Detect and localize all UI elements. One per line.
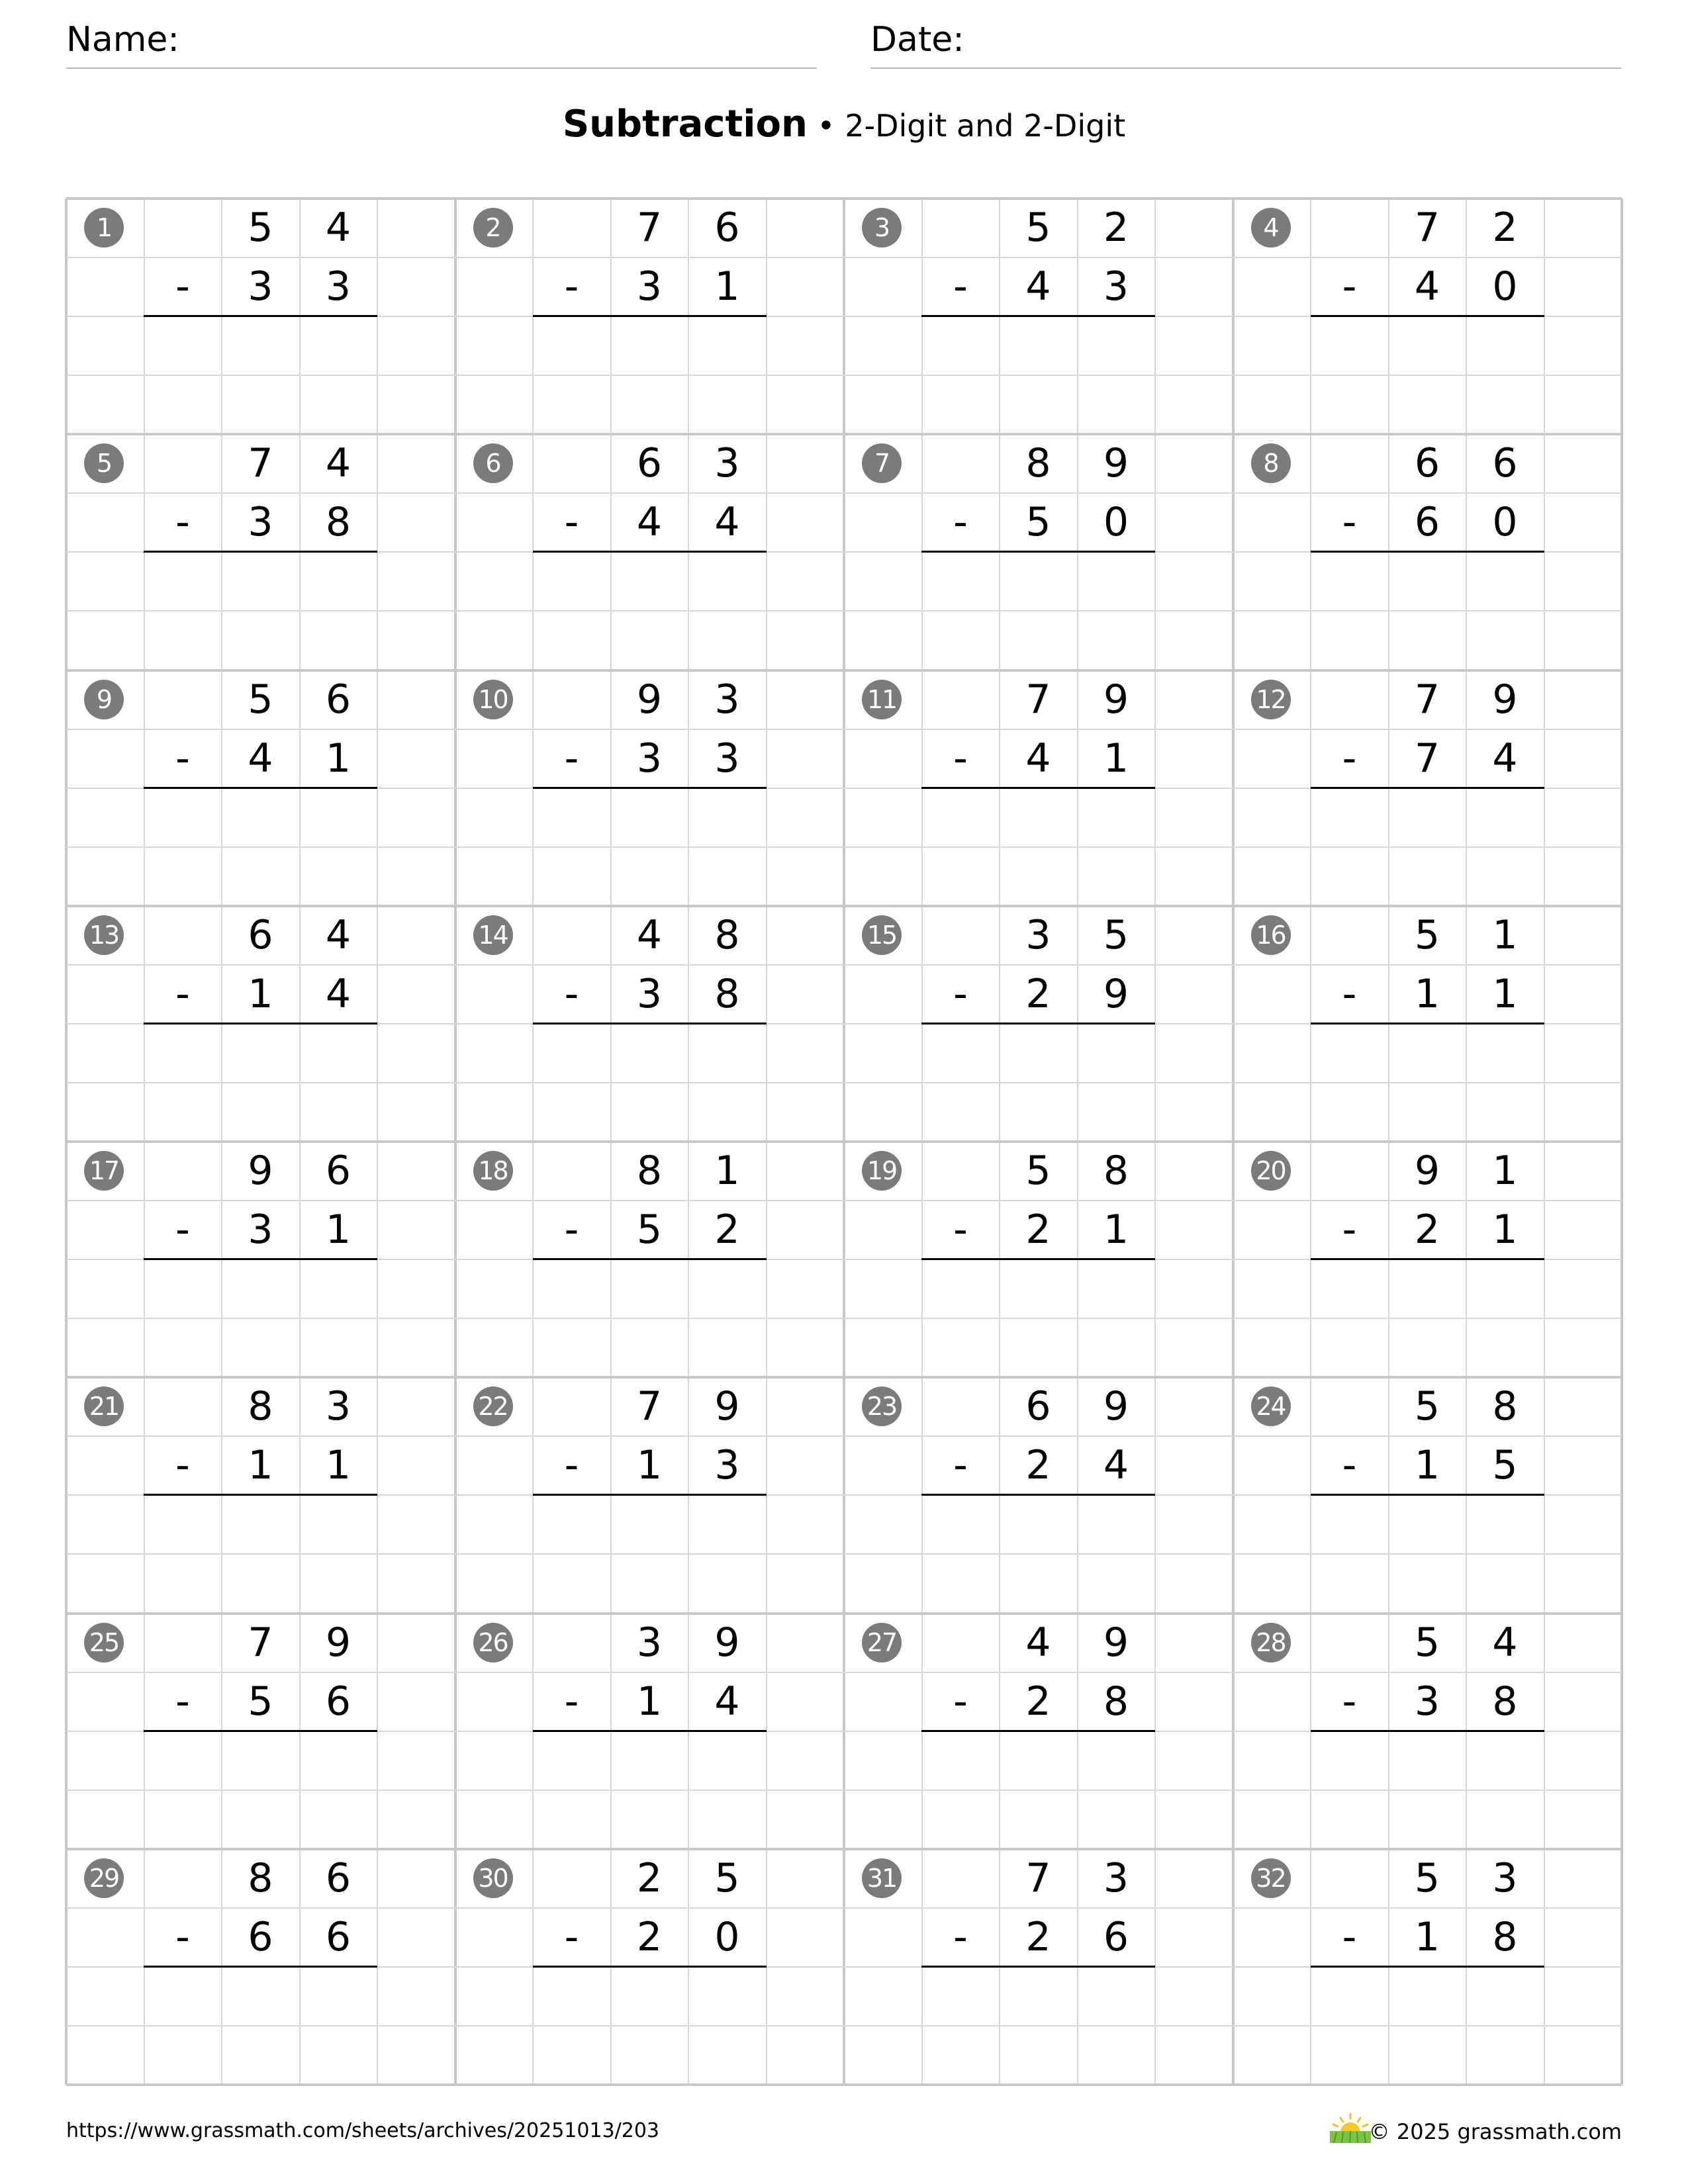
minuend-tens-digit: 8 bbox=[1025, 440, 1051, 487]
subtrahend-ones-digit: 1 bbox=[325, 1442, 352, 1489]
minuend-ones-digit: 6 bbox=[325, 1148, 352, 1194]
answer-line bbox=[1311, 1258, 1544, 1260]
subtrahend-tens-digit: 4 bbox=[1025, 263, 1051, 310]
subtrahend-ones-digit: 4 bbox=[714, 499, 740, 546]
subtrahend-tens-digit: 3 bbox=[636, 970, 663, 1017]
answer-line bbox=[921, 551, 1155, 553]
subtrahend-tens-digit: 4 bbox=[1414, 263, 1440, 310]
minus-sign: - bbox=[953, 1442, 968, 1489]
minuend-tens-digit: 7 bbox=[1414, 205, 1440, 251]
problem-number-badge: 20 bbox=[1251, 1151, 1291, 1191]
problem-block bbox=[844, 434, 1233, 670]
subtrahend-tens-digit: 5 bbox=[1025, 499, 1051, 546]
subtrahend-ones-digit: 6 bbox=[1103, 1913, 1129, 1960]
problem-number-badge: 13 bbox=[84, 915, 124, 955]
subtrahend-ones-digit: 9 bbox=[1103, 970, 1129, 1017]
subtrahend-tens-digit: 4 bbox=[1025, 735, 1051, 782]
subtrahend-tens-digit: 1 bbox=[1414, 1442, 1440, 1489]
minus-sign: - bbox=[564, 1206, 579, 1253]
problem-number-badge: 23 bbox=[862, 1387, 902, 1426]
subtrahend-ones-digit: 3 bbox=[325, 263, 352, 310]
problem-block bbox=[844, 906, 1233, 1142]
minus-sign: - bbox=[175, 1678, 190, 1725]
minus-sign: - bbox=[1342, 499, 1357, 546]
subtrahend-ones-digit: 6 bbox=[325, 1678, 352, 1725]
minus-sign: - bbox=[1342, 1678, 1357, 1725]
minus-sign: - bbox=[953, 499, 968, 546]
problem-number-badge: 8 bbox=[1251, 443, 1291, 483]
minuend-tens-digit: 8 bbox=[248, 1854, 273, 1901]
problem-number-badge: 4 bbox=[1251, 208, 1291, 248]
subtrahend-ones-digit: 4 bbox=[1492, 735, 1518, 782]
problem-block bbox=[1233, 670, 1622, 906]
minuend-tens-digit: 7 bbox=[1025, 1854, 1051, 1901]
minuend-ones-digit: 5 bbox=[714, 1854, 740, 1901]
minuend-ones-digit: 9 bbox=[1103, 1619, 1129, 1666]
problem-block bbox=[66, 1142, 455, 1377]
subtrahend-tens-digit: 3 bbox=[248, 263, 273, 310]
minuend-tens-digit: 6 bbox=[248, 911, 273, 958]
minuend-ones-digit: 9 bbox=[1103, 440, 1129, 487]
minuend-tens-digit: 8 bbox=[248, 1383, 273, 1430]
date-underline bbox=[870, 68, 1621, 69]
minuend-tens-digit: 7 bbox=[636, 205, 663, 251]
minuend-ones-digit: 9 bbox=[325, 1619, 352, 1666]
minus-sign: - bbox=[1342, 735, 1357, 782]
minus-sign: - bbox=[564, 499, 579, 546]
minuend-tens-digit: 7 bbox=[248, 1619, 273, 1666]
minus-sign: - bbox=[953, 1913, 968, 1960]
minuend-ones-digit: 2 bbox=[1103, 205, 1129, 251]
answer-line bbox=[533, 1966, 767, 1968]
subtrahend-ones-digit: 1 bbox=[325, 1206, 352, 1253]
minuend-ones-digit: 1 bbox=[1492, 911, 1518, 958]
minuend-ones-digit: 8 bbox=[1492, 1383, 1518, 1430]
minuend-tens-digit: 6 bbox=[1025, 1383, 1051, 1430]
minus-sign: - bbox=[564, 970, 579, 1017]
subtrahend-tens-digit: 2 bbox=[1025, 1206, 1051, 1253]
answer-line bbox=[533, 1258, 767, 1260]
answer-line bbox=[921, 315, 1155, 317]
subtrahend-tens-digit: 1 bbox=[248, 970, 273, 1017]
minus-sign: - bbox=[953, 1678, 968, 1725]
subtrahend-ones-digit: 4 bbox=[714, 1678, 740, 1725]
minus-sign: - bbox=[175, 263, 190, 310]
subtrahend-tens-digit: 2 bbox=[1025, 1913, 1051, 1960]
subtrahend-ones-digit: 3 bbox=[714, 735, 740, 782]
footer-url: https://www.grassmath.com/sheets/archives/20251013/203 bbox=[66, 2119, 660, 2142]
subtrahend-tens-digit: 1 bbox=[636, 1442, 663, 1489]
minus-sign: - bbox=[564, 263, 579, 310]
problem-number-badge: 14 bbox=[473, 915, 513, 955]
minus-sign: - bbox=[175, 499, 190, 546]
minus-sign: - bbox=[953, 970, 968, 1017]
minus-sign: - bbox=[564, 1678, 579, 1725]
problem-block bbox=[844, 199, 1233, 434]
problem-block bbox=[455, 906, 844, 1142]
name-underline bbox=[66, 68, 817, 69]
minuend-tens-digit: 6 bbox=[636, 440, 663, 487]
problem-number-badge: 26 bbox=[473, 1623, 513, 1662]
subtrahend-ones-digit: 4 bbox=[325, 970, 352, 1017]
minuend-ones-digit: 9 bbox=[1103, 1383, 1129, 1430]
title-main: Subtraction bbox=[562, 103, 808, 146]
minuend-tens-digit: 5 bbox=[1414, 911, 1440, 958]
subtrahend-tens-digit: 1 bbox=[248, 1442, 273, 1489]
answer-line bbox=[144, 1258, 377, 1260]
problem-number-badge: 11 bbox=[862, 680, 902, 719]
problem-block bbox=[1233, 1849, 1622, 2085]
minuend-ones-digit: 3 bbox=[1103, 1854, 1129, 1901]
subtrahend-tens-digit: 2 bbox=[1025, 970, 1051, 1017]
answer-line bbox=[533, 787, 767, 789]
problem-block bbox=[455, 1377, 844, 1613]
subtrahend-tens-digit: 3 bbox=[248, 499, 273, 546]
problem-block bbox=[844, 1849, 1233, 2085]
answer-line bbox=[921, 1730, 1155, 1732]
minus-sign: - bbox=[953, 735, 968, 782]
problem-block bbox=[66, 199, 455, 434]
problem-block bbox=[66, 434, 455, 670]
problem-block bbox=[844, 1614, 1233, 1849]
subtrahend-ones-digit: 4 bbox=[1103, 1442, 1129, 1489]
subtrahend-ones-digit: 2 bbox=[714, 1206, 740, 1253]
subtrahend-ones-digit: 8 bbox=[714, 970, 740, 1017]
problem-block bbox=[66, 1614, 455, 1849]
problem-number-badge: 21 bbox=[84, 1387, 124, 1426]
answer-line bbox=[1311, 1023, 1544, 1024]
problem-number-badge: 18 bbox=[473, 1151, 513, 1191]
minuend-tens-digit: 9 bbox=[636, 676, 663, 723]
subtrahend-ones-digit: 1 bbox=[1103, 1206, 1129, 1253]
subtrahend-ones-digit: 0 bbox=[714, 1913, 740, 1960]
problem-number-badge: 1 bbox=[84, 208, 124, 248]
minuend-ones-digit: 6 bbox=[1492, 440, 1518, 487]
problem-block bbox=[455, 1142, 844, 1377]
problem-number-badge: 10 bbox=[473, 680, 513, 719]
subtrahend-tens-digit: 2 bbox=[1414, 1206, 1440, 1253]
problem-block bbox=[1233, 1142, 1622, 1377]
problem-number-badge: 7 bbox=[862, 443, 902, 483]
problem-number-badge: 9 bbox=[84, 680, 124, 719]
minuend-ones-digit: 4 bbox=[325, 205, 352, 251]
minuend-ones-digit: 4 bbox=[1492, 1619, 1518, 1666]
problem-block bbox=[455, 1614, 844, 1849]
minuend-ones-digit: 9 bbox=[1492, 676, 1518, 723]
date-field[interactable] bbox=[870, 20, 1621, 60]
subtrahend-tens-digit: 5 bbox=[636, 1206, 663, 1253]
subtrahend-tens-digit: 6 bbox=[248, 1913, 273, 1960]
problem-block bbox=[455, 1849, 844, 2085]
sunrise-grass-logo-icon bbox=[1327, 2111, 1374, 2144]
minuend-tens-digit: 7 bbox=[1414, 676, 1440, 723]
problem-number-badge: 24 bbox=[1251, 1387, 1291, 1426]
answer-line bbox=[1311, 551, 1544, 553]
subtrahend-tens-digit: 4 bbox=[636, 499, 663, 546]
minuend-ones-digit: 2 bbox=[1492, 205, 1518, 251]
minus-sign: - bbox=[1342, 263, 1357, 310]
minus-sign: - bbox=[175, 1206, 190, 1253]
problem-block bbox=[66, 1849, 455, 2085]
minuend-ones-digit: 4 bbox=[325, 911, 352, 958]
answer-line bbox=[921, 1494, 1155, 1496]
minuend-tens-digit: 5 bbox=[1025, 205, 1051, 251]
answer-line bbox=[921, 1023, 1155, 1024]
subtrahend-tens-digit: 5 bbox=[248, 1678, 273, 1725]
problem-block bbox=[1233, 434, 1622, 670]
minuend-tens-digit: 9 bbox=[248, 1148, 273, 1194]
problem-number-badge: 5 bbox=[84, 443, 124, 483]
date-label: Date: bbox=[870, 20, 964, 60]
page-title bbox=[0, 103, 1688, 146]
answer-line bbox=[144, 1494, 377, 1496]
subtrahend-ones-digit: 3 bbox=[1103, 263, 1129, 310]
minuend-ones-digit: 9 bbox=[714, 1619, 740, 1666]
minuend-tens-digit: 3 bbox=[1025, 911, 1051, 958]
subtrahend-ones-digit: 1 bbox=[1492, 1206, 1518, 1253]
subtrahend-tens-digit: 1 bbox=[636, 1678, 663, 1725]
minuend-tens-digit: 5 bbox=[1414, 1854, 1440, 1901]
minus-sign: - bbox=[564, 735, 579, 782]
minus-sign: - bbox=[1342, 1206, 1357, 1253]
minus-sign: - bbox=[1342, 970, 1357, 1017]
subtrahend-ones-digit: 8 bbox=[1492, 1913, 1518, 1960]
minuend-ones-digit: 3 bbox=[714, 440, 740, 487]
minuend-tens-digit: 4 bbox=[1025, 1619, 1051, 1666]
problem-block bbox=[1233, 1614, 1622, 1849]
subtrahend-tens-digit: 2 bbox=[636, 1913, 663, 1960]
name-label: Name: bbox=[66, 20, 179, 60]
minuend-ones-digit: 1 bbox=[714, 1148, 740, 1194]
subtrahend-ones-digit: 6 bbox=[325, 1913, 352, 1960]
minuend-tens-digit: 5 bbox=[248, 205, 273, 251]
subtrahend-tens-digit: 2 bbox=[1025, 1442, 1051, 1489]
minuend-ones-digit: 6 bbox=[325, 1854, 352, 1901]
minuend-tens-digit: 7 bbox=[636, 1383, 663, 1430]
problem-block bbox=[844, 1142, 1233, 1377]
problem-number-badge: 2 bbox=[473, 208, 513, 248]
worksheet-grid bbox=[66, 199, 1622, 2085]
answer-line bbox=[144, 1730, 377, 1732]
problem-block bbox=[66, 906, 455, 1142]
minus-sign: - bbox=[175, 970, 190, 1017]
minuend-tens-digit: 7 bbox=[1025, 676, 1051, 723]
answer-line bbox=[921, 1966, 1155, 1968]
problem-number-badge: 29 bbox=[84, 1858, 124, 1898]
subtrahend-tens-digit: 3 bbox=[636, 263, 663, 310]
minuend-ones-digit: 3 bbox=[325, 1383, 352, 1430]
subtrahend-tens-digit: 3 bbox=[636, 735, 663, 782]
answer-line bbox=[921, 1258, 1155, 1260]
title-subtitle: 2-Digit and 2-Digit bbox=[845, 108, 1126, 144]
subtrahend-tens-digit: 4 bbox=[248, 735, 273, 782]
subtrahend-ones-digit: 0 bbox=[1492, 263, 1518, 310]
subtrahend-ones-digit: 1 bbox=[325, 735, 352, 782]
subtrahend-ones-digit: 1 bbox=[1492, 970, 1518, 1017]
subtrahend-ones-digit: 8 bbox=[325, 499, 352, 546]
minuend-tens-digit: 5 bbox=[1414, 1383, 1440, 1430]
minus-sign: - bbox=[953, 1206, 968, 1253]
minus-sign: - bbox=[175, 1442, 190, 1489]
problem-block bbox=[1233, 906, 1622, 1142]
answer-line bbox=[144, 315, 377, 317]
answer-line bbox=[533, 1494, 767, 1496]
minuend-ones-digit: 9 bbox=[714, 1383, 740, 1430]
minuend-ones-digit: 6 bbox=[714, 205, 740, 251]
answer-line bbox=[533, 1023, 767, 1024]
minuend-tens-digit: 7 bbox=[248, 440, 273, 487]
subtrahend-ones-digit: 0 bbox=[1492, 499, 1518, 546]
problem-number-badge: 16 bbox=[1251, 915, 1291, 955]
problem-number-badge: 31 bbox=[862, 1858, 902, 1898]
answer-line bbox=[144, 1966, 377, 1968]
subtrahend-tens-digit: 2 bbox=[1025, 1678, 1051, 1725]
minuend-ones-digit: 3 bbox=[714, 676, 740, 723]
minuend-ones-digit: 8 bbox=[714, 911, 740, 958]
problem-block bbox=[455, 434, 844, 670]
problem-block bbox=[66, 670, 455, 906]
minus-sign: - bbox=[175, 735, 190, 782]
answer-line bbox=[533, 315, 767, 317]
minus-sign: - bbox=[1342, 1442, 1357, 1489]
footer-copyright: © 2025 grassmath.com bbox=[1368, 2119, 1622, 2144]
problem-block bbox=[1233, 1377, 1622, 1613]
minus-sign: - bbox=[175, 1913, 190, 1960]
subtrahend-tens-digit: 3 bbox=[1414, 1678, 1440, 1725]
problem-number-badge: 22 bbox=[473, 1387, 513, 1426]
answer-line bbox=[144, 551, 377, 553]
answer-line bbox=[1311, 1966, 1544, 1968]
subtrahend-ones-digit: 8 bbox=[1103, 1678, 1129, 1725]
problem-block bbox=[844, 1377, 1233, 1613]
problem-number-badge: 3 bbox=[862, 208, 902, 248]
answer-line bbox=[144, 787, 377, 789]
minuend-tens-digit: 9 bbox=[1414, 1148, 1440, 1194]
problem-number-badge: 27 bbox=[862, 1623, 902, 1662]
answer-line bbox=[921, 787, 1155, 789]
subtrahend-ones-digit: 1 bbox=[714, 263, 740, 310]
subtrahend-tens-digit: 6 bbox=[1414, 499, 1440, 546]
subtrahend-tens-digit: 1 bbox=[1414, 970, 1440, 1017]
answer-line bbox=[533, 551, 767, 553]
minuend-ones-digit: 3 bbox=[1492, 1854, 1518, 1901]
problem-block bbox=[66, 1377, 455, 1613]
problem-block bbox=[455, 199, 844, 434]
minuend-tens-digit: 6 bbox=[1414, 440, 1440, 487]
minuend-ones-digit: 6 bbox=[325, 676, 352, 723]
answer-line bbox=[533, 1730, 767, 1732]
subtrahend-tens-digit: 3 bbox=[248, 1206, 273, 1253]
minuend-ones-digit: 4 bbox=[325, 440, 352, 487]
subtrahend-ones-digit: 0 bbox=[1103, 499, 1129, 546]
problem-number-badge: 30 bbox=[473, 1858, 513, 1898]
minuend-tens-digit: 5 bbox=[1025, 1148, 1051, 1194]
minuend-ones-digit: 1 bbox=[1492, 1148, 1518, 1194]
minuend-ones-digit: 9 bbox=[1103, 676, 1129, 723]
minus-sign: - bbox=[564, 1442, 579, 1489]
problem-number-badge: 28 bbox=[1251, 1623, 1291, 1662]
problem-number-badge: 6 bbox=[473, 443, 513, 483]
subtrahend-ones-digit: 5 bbox=[1492, 1442, 1518, 1489]
problem-number-badge: 19 bbox=[862, 1151, 902, 1191]
problem-number-badge: 15 bbox=[862, 915, 902, 955]
problem-block bbox=[455, 670, 844, 906]
answer-line bbox=[144, 1023, 377, 1024]
answer-line bbox=[1311, 1494, 1544, 1496]
subtrahend-ones-digit: 1 bbox=[1103, 735, 1129, 782]
minus-sign: - bbox=[1342, 1913, 1357, 1960]
minuend-tens-digit: 4 bbox=[636, 911, 663, 958]
minuend-tens-digit: 2 bbox=[636, 1854, 663, 1901]
subtrahend-ones-digit: 8 bbox=[1492, 1678, 1518, 1725]
minuend-tens-digit: 5 bbox=[1414, 1619, 1440, 1666]
problem-number-badge: 32 bbox=[1251, 1858, 1291, 1898]
subtrahend-ones-digit: 3 bbox=[714, 1442, 740, 1489]
problem-number-badge: 25 bbox=[84, 1623, 124, 1662]
problem-block bbox=[1233, 199, 1622, 434]
subtrahend-tens-digit: 1 bbox=[1414, 1913, 1440, 1960]
problem-block bbox=[844, 670, 1233, 906]
problem-number-badge: 17 bbox=[84, 1151, 124, 1191]
minuend-tens-digit: 3 bbox=[636, 1619, 663, 1666]
minus-sign: - bbox=[953, 263, 968, 310]
answer-line bbox=[1311, 787, 1544, 789]
problem-number-badge: 12 bbox=[1251, 680, 1291, 719]
minuend-ones-digit: 8 bbox=[1103, 1148, 1129, 1194]
minuend-tens-digit: 8 bbox=[636, 1148, 663, 1194]
answer-line bbox=[1311, 1730, 1544, 1732]
minus-sign: - bbox=[564, 1913, 579, 1960]
answer-line bbox=[1311, 315, 1544, 317]
name-field[interactable] bbox=[66, 20, 817, 60]
title-separator: • bbox=[807, 108, 845, 144]
minuend-tens-digit: 5 bbox=[248, 676, 273, 723]
subtrahend-tens-digit: 7 bbox=[1414, 735, 1440, 782]
minuend-ones-digit: 5 bbox=[1103, 911, 1129, 958]
